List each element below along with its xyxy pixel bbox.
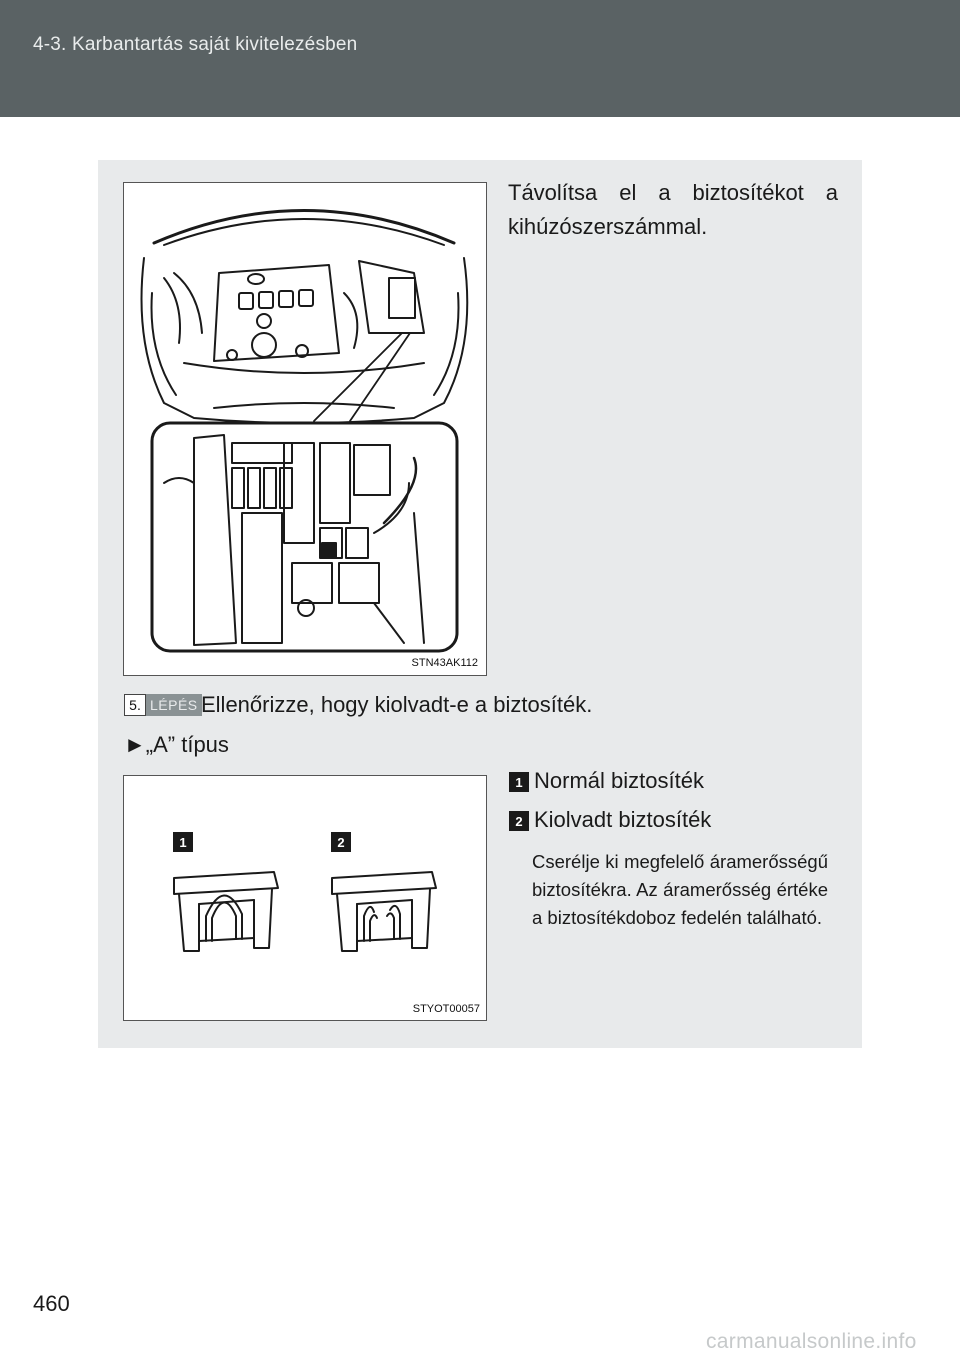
watermark: carmanualsonline.info [706, 1330, 917, 1353]
legend-text-1: Normál biztosíték [534, 768, 704, 793]
step-5-badge [124, 694, 202, 716]
fuse-label-2: 2 [331, 832, 351, 852]
step-5-number: 5. [124, 694, 146, 716]
fuse-figure-code: STYOT00057 [412, 1003, 480, 1015]
step-5-label: LÉPÉS [146, 694, 202, 716]
section-title: 4-3. Karbantartás saját kivitelezésben [33, 34, 358, 55]
type-heading: ►„A” típus [124, 732, 229, 757]
engine-fusebox-figure [123, 182, 487, 676]
legend-marker-1: 1 [509, 772, 529, 792]
page-header [0, 0, 960, 117]
fuse-label-1: 1 [173, 832, 193, 852]
fuse-comparison-figure [123, 775, 487, 1021]
replacement-note: Cserélje ki megfelelő áramerősségű biztosítékra. Az áramerősség értéke a biztosítékdoboz fedelén található. [532, 851, 828, 928]
legend-marker-2: 2 [509, 811, 529, 831]
step-4-instruction: Távolítsa el a biztosítékot a kihúzószerszámmal. [508, 180, 838, 239]
page-number: 460 [33, 1291, 70, 1316]
engine-bay-illustration [124, 183, 488, 677]
step-4-figure-code: STN43AK112 [411, 657, 478, 669]
legend-text-2: Kiolvadt biztosíték [534, 807, 712, 832]
step-5-instruction: Ellenőrizze, hogy kiolvadt-e a biztosíték. [201, 692, 593, 717]
fuse-illustrations [124, 776, 488, 1022]
